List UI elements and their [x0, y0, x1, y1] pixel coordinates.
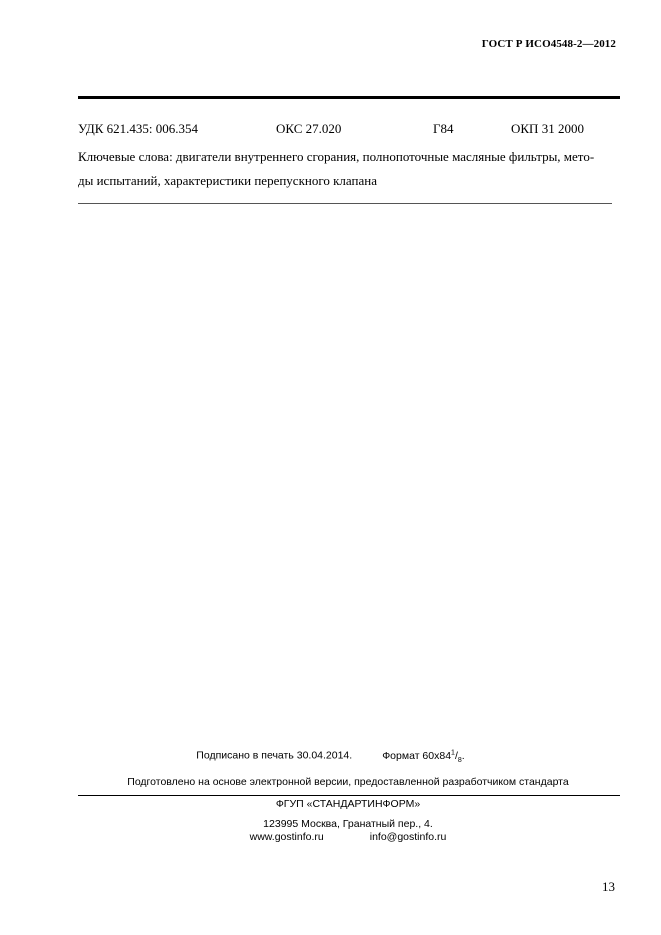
website-link[interactable]: www.gostinfo.ru [249, 831, 324, 843]
group-code: Г84 [433, 121, 454, 136]
imprint-divider [78, 795, 620, 796]
udk-code: УДК 621.435: 006.354 [78, 121, 199, 136]
signed-date: Подписано в печать 30.04.2014. [196, 749, 353, 762]
publisher-name: ФГУП «СТАНДАРТИНФОРМ» [275, 798, 421, 810]
publisher-address: 123995 Москва, Гранатный пер., 4. [263, 818, 433, 830]
prepared-note: Подготовлено на основе электронной версии, предоставленной разработчиком стандарта [127, 776, 569, 788]
signed-line [0, 749, 661, 764]
format-label: Формат 60x84 [382, 749, 452, 762]
format-end: . [461, 749, 465, 762]
format-denominator: 8 [457, 756, 462, 764]
classification-row [78, 121, 618, 137]
oks-code: ОКС 27.020 [276, 121, 342, 136]
keywords-divider [78, 203, 612, 204]
keywords-block [78, 145, 618, 193]
email-link[interactable]: info@gostinfo.ru [369, 831, 447, 843]
header-divider [78, 96, 620, 99]
publisher-contacts [78, 831, 618, 843]
paper-format: Формат $60x84^1/_8$. [382, 749, 465, 764]
format-numerator: 1 [451, 749, 455, 756]
keywords-line-2: ды испытаний, характеристики перепускного клапана [78, 173, 377, 188]
page-number: 13 [602, 879, 615, 894]
standard-code: ГОСТ Р ИСО4548-2—2012 [481, 38, 616, 50]
keywords-line-1: Ключевые слова: двигатели внутреннего сгорания, полнопоточные масляные фильтры, мето- [78, 149, 595, 164]
okp-code: ОКП 31 2000 [511, 121, 584, 136]
